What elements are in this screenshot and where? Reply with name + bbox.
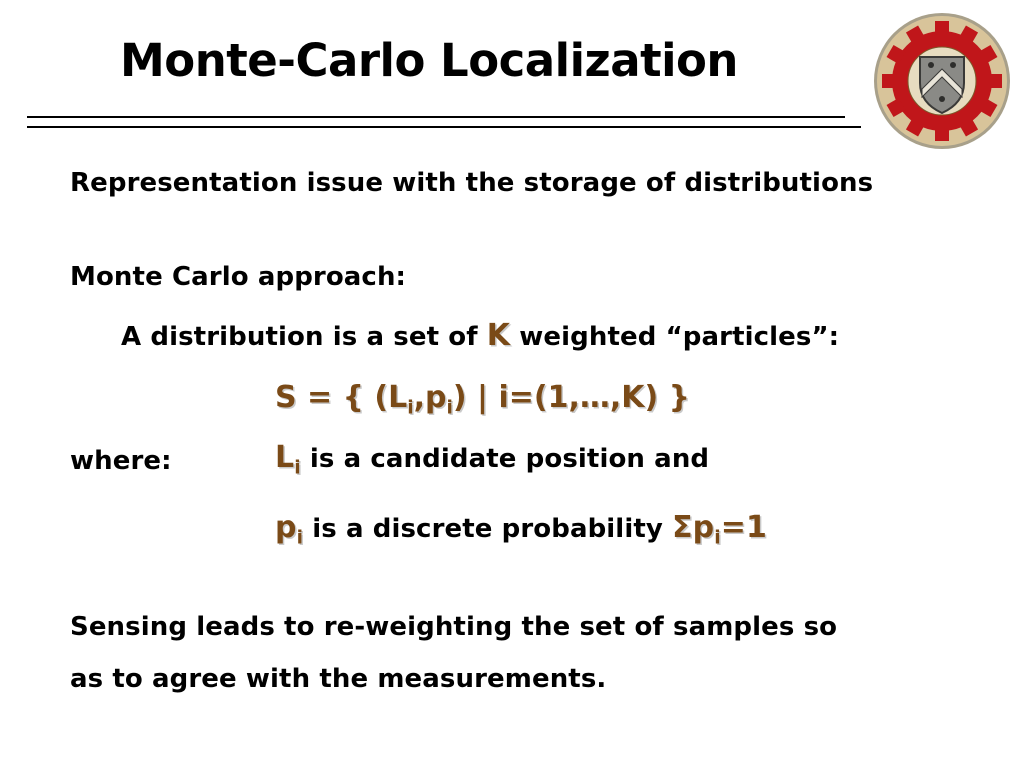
set-formula-comma: ,p [413, 380, 447, 415]
sum-formula: $\Sigma p_i=1$ [672, 510, 767, 549]
sensing-text-line-1: Sensing leads to re-weighting the set of samples so [70, 612, 838, 642]
set-formula [275, 380, 691, 419]
distribution-prefix: A distribution is a set of [121, 322, 478, 352]
probability-definition [275, 510, 767, 549]
set-formula-end: ) | i=(1,…,K) } [452, 380, 691, 415]
probability-symbol: $p_i$ [275, 510, 304, 549]
sensing-text-line-2: as to agree with the measurements. [70, 664, 607, 694]
approach-heading: Monte Carlo approach: [70, 262, 407, 292]
representation-issue-text: Representation issue with the storage of distributions [70, 168, 874, 198]
distribution-suffix: weighted “particles”: [519, 322, 840, 352]
title-rule-top [27, 116, 845, 118]
position-definition [275, 440, 710, 479]
set-formula-start: S = { (L [275, 380, 408, 415]
position-symbol: $L_i$ [275, 440, 301, 479]
slide-title: Monte-Carlo Localization [120, 34, 738, 87]
title-rule-bottom [27, 126, 861, 128]
university-seal-gear-icon [872, 11, 1012, 151]
where-label: where: [70, 446, 172, 476]
set-formula-sub-1: i [407, 397, 414, 419]
probability-text: is a discrete probability [312, 514, 663, 544]
distribution-definition [121, 318, 839, 353]
position-text: is a candidate position and [309, 444, 710, 474]
set-formula-sub-2: i [446, 397, 453, 419]
particle-count-symbol: K [486, 318, 511, 353]
